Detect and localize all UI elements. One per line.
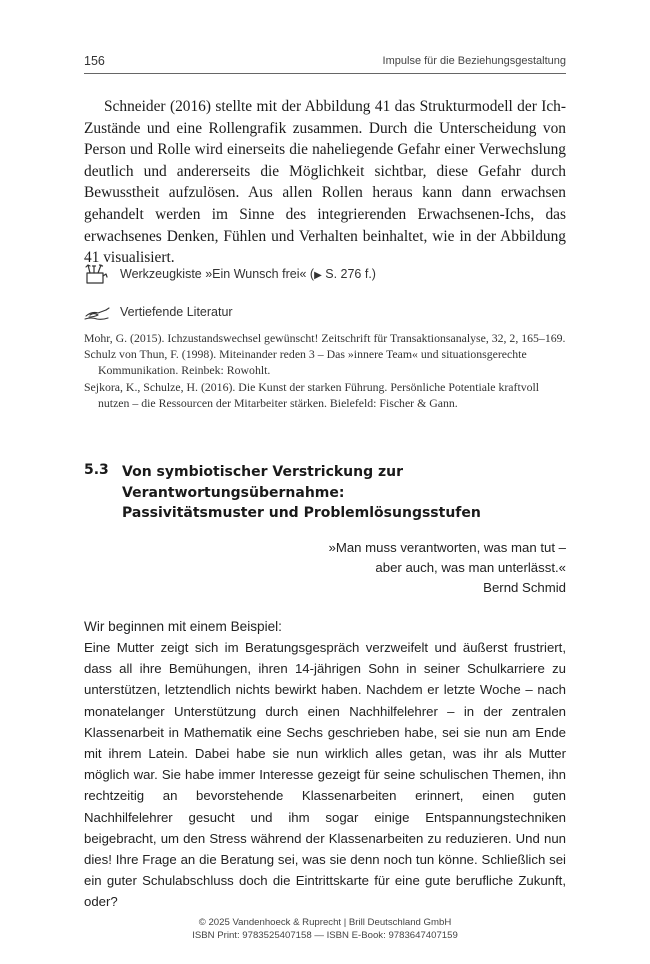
page-arrow-icon: ▶ — [314, 270, 322, 281]
intro-paragraph: Schneider (2016) stellte mit der Abbildung 41 das Strukturmodell der Ich-Zustände und eine Rollengrafik zusammen. Durch die Unterscheidung von Person und Rolle wird einerseits die naheliegende Gefahr einer Verwechslung deutlich und andererseits die Möglichkeit sichtbar, diese Gefahr durch Bewusstheit aufzulösen. Aus allen Rollen heraus kann dann erwachsen gehandelt werden im Sinne des integrierenden Erwachsenen-Ichs, das erwachsenes Denken, Fühlen und Verhalten beinhaltet, wie in der Abbildung 41 visualisiert. — [84, 98, 566, 267]
section-number: 5.3 — [84, 462, 109, 478]
body-intro: Wir beginnen mit einem Beispiel: — [84, 619, 282, 634]
toolbox-reference — [84, 263, 376, 285]
header-rule — [84, 73, 566, 74]
reference-item: Mohr, G. (2015). Ichzustandswechsel gewünscht! Zeitschrift für Transaktionsanalyse, 32, 2, 165–169. — [84, 331, 566, 345]
section-title-line: Passivitätsmuster und Problemlösungsstufen — [122, 505, 481, 521]
footer — [0, 916, 650, 942]
reference-list — [84, 330, 566, 411]
reference-item: Schulz von Thun, F. (1998). Miteinander reden 3 – Das »innere Team« und situationsgerechte Kommunikation. Reinbek: Rowohlt. — [84, 347, 527, 378]
toolbox-icon — [84, 263, 110, 285]
body-paragraph: Eine Mutter zeigt sich im Beratungsgespräch verzweifelt und äußerst frustriert, dass all ihre Bemühungen, ihren 14-jährigen Sohn in seiner Schulkarriere zu unterstützen, letztendlich nichts bewirkt haben. Nachdem er letzte Woche – nach monatelanger Unterstützung durch einen Nachhilfelehrer – in der zentralen Klassenarbeit in Mathematik eine Sechs geschrieben habe, sei sie nun am Ende mit ihrem Latein. Dabei habe sie nun wirklich alles getan, was ihr als Mutter möglich war. Sie habe immer Interesse gezeigt für seine schulischen Themen, ihn rechtzeitig an bevorstehende Klassenarbeiten erinnert, einen guten Nachhilfelehrer gesucht und ihm sogar einige Entspannungstechniken beigebracht, um den Stress während der Klassenarbeiten zu reduzieren. Und nun dies! Ihre Frage an die Beratung sei, was sie denn noch tun könne. Schließlich sei ein guter Schulabschluss doch die Eintrittskarte für eine gute berufliche Zukunft, oder? — [84, 640, 566, 910]
copyright-line: © 2025 Vandenhoeck & Ruprecht | Brill Deutschland GmbH — [198, 917, 452, 928]
epigraph-author: Bernd Schmid — [483, 580, 566, 595]
toolbox-label: Werkzeugkiste »Ein Wunsch frei« ( — [120, 267, 315, 281]
reference-item: Sejkora, K., Schulze, H. (2016). Die Kunst der starken Führung. Persönliche Potentiale kraftvoll nutzen – die Ressourcen der Mitarbeiter stärken. Bielefeld: Fischer & Gann. — [84, 379, 540, 410]
isbn-line: ISBN Print: 9783525407158 — ISBN E-Book: 9783647407159 — [192, 930, 458, 941]
epigraph-line: »Man muss verantworten, was man tut – — [328, 540, 566, 555]
writing-hand-icon — [84, 301, 110, 323]
running-head: Impulse für die Beziehungsgestaltung — [382, 55, 566, 67]
epigraph — [300, 538, 566, 598]
section-title-line: Verantwortungsübernahme: — [122, 484, 345, 501]
toolbox-page-ref: S. 276 f.) — [321, 267, 376, 281]
section-title-line: Von symbiotischer Verstrickung zur — [122, 464, 404, 480]
page-number: 156 — [84, 54, 105, 68]
further-reading-heading — [84, 301, 233, 323]
epigraph-line: aber auch, was man unterlässt.« — [375, 560, 566, 575]
further-reading-label: Vertiefende Literatur — [120, 305, 233, 319]
section-title — [122, 462, 566, 524]
